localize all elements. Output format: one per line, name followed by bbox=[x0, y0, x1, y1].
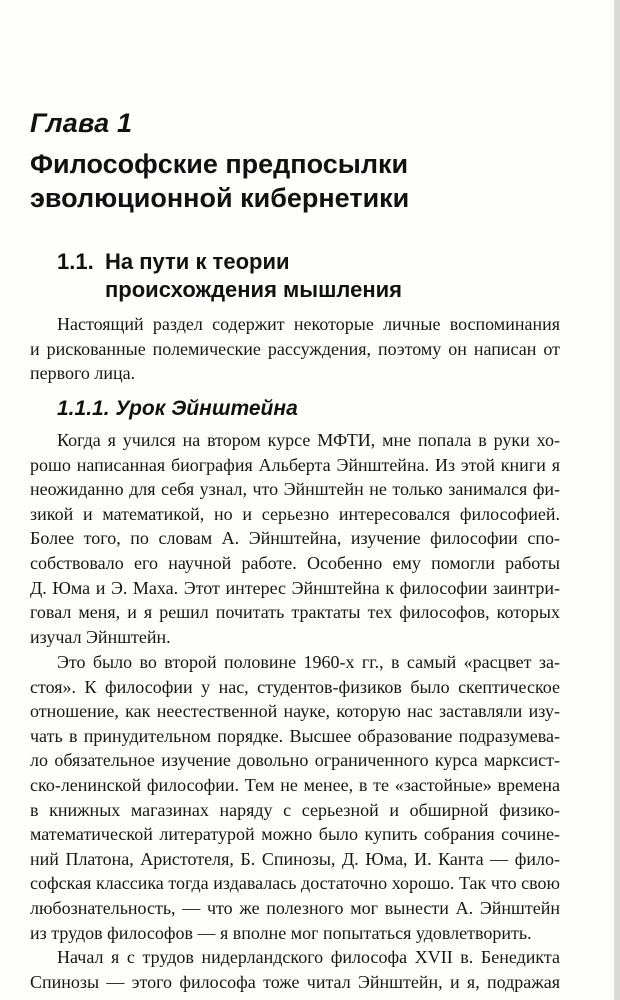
section-heading bbox=[57, 248, 597, 304]
subsection-heading: 1.1.1. Урок Эйнштейна bbox=[57, 397, 298, 420]
text-line: Начал я с трудов нидерландского философа XVII в. Бенедикта bbox=[57, 947, 560, 967]
text-line: говал меня, и я решил почитать трактаты тех философов, которых bbox=[30, 602, 560, 623]
text-line: из трудов философов — я вполне мог попытаться удовлетворить. bbox=[30, 922, 532, 943]
body-paragraph bbox=[30, 428, 560, 649]
text-line: первого лица. bbox=[30, 363, 136, 384]
chapter-title-line: эволюционной кибернетики bbox=[30, 183, 410, 213]
text-line: чать в принудительном порядке. Высшее образование подразумева- bbox=[30, 725, 560, 746]
text-line: Более того, по словам А. Эйнштейна, изучение философии спо- bbox=[30, 528, 560, 549]
text-line: ско-ленинской философии. Тем не менее, в те «застойные» времена bbox=[30, 774, 560, 795]
section-title-line: На пути к теории bbox=[105, 249, 290, 274]
text-line: зикой и математикой, но и серьезно интересовался философией. bbox=[30, 503, 560, 524]
text-line: ло обязательное изучение довольно ограниченного курса марксист- bbox=[30, 750, 560, 771]
text-line: любознательность, — что же полезного мог вынести А. Эйнштейн bbox=[30, 897, 560, 918]
text-line: изучал Эйнштейн. bbox=[30, 626, 171, 647]
body-paragraph bbox=[30, 650, 560, 945]
text-line: Спинозы — этого философа тоже читал Эйнштейн, и я, подражая bbox=[30, 971, 560, 992]
chapter-title bbox=[30, 147, 590, 215]
text-line: стоя». К философии у нас, студентов-физиков было скептическое bbox=[30, 676, 560, 697]
chapter-title-line: Философские предпосылки bbox=[30, 149, 409, 179]
text-line: рошо написанная биография Альберта Эйнштейна. Из этой книги я bbox=[30, 454, 560, 475]
text-line: Это было во второй половине 1960-х гг., в самый «расцвет за- bbox=[57, 652, 560, 672]
chapter-label: Глава 1 bbox=[30, 108, 133, 138]
text-line: софская классика тогда издавалась достаточно хорошо. Так что свою bbox=[30, 873, 560, 894]
body-paragraph bbox=[30, 945, 560, 994]
text-line: отношение, как неестественной науке, которую нас заставляли изу- bbox=[30, 701, 560, 722]
text-line: ний Платона, Аристотеля, Б. Спинозы, Д. Юма, И. Канта — фило- bbox=[30, 848, 560, 869]
text-line: Настоящий раздел содержит некоторые личные воспоминания bbox=[57, 314, 560, 334]
section-number: 1.1. bbox=[57, 249, 94, 274]
text-line: собствовало его научной работе. Особенно ему помогли работы bbox=[30, 552, 560, 573]
text-line: Д. Юма и Э. Маха. Этот интерес Эйнштейна к философии заинтри- bbox=[30, 577, 560, 598]
text-line: неожиданно для себя узнал, что Эйнштейн не только занимался фи- bbox=[30, 479, 560, 500]
text-line: Когда я учился на втором курсе МФТИ, мне попала в руки хо- bbox=[57, 430, 560, 450]
text-line: математической литературой можно было купить собрания сочине- bbox=[30, 824, 560, 845]
intro-paragraph bbox=[30, 312, 560, 386]
text-line: в книжных магазинах наряду с серьезной и обширной физико- bbox=[30, 799, 560, 820]
text-line: и рискованные полемические рассуждения, поэтому он написан от bbox=[30, 338, 560, 359]
section-title-line: происхождения мышления bbox=[105, 277, 402, 302]
